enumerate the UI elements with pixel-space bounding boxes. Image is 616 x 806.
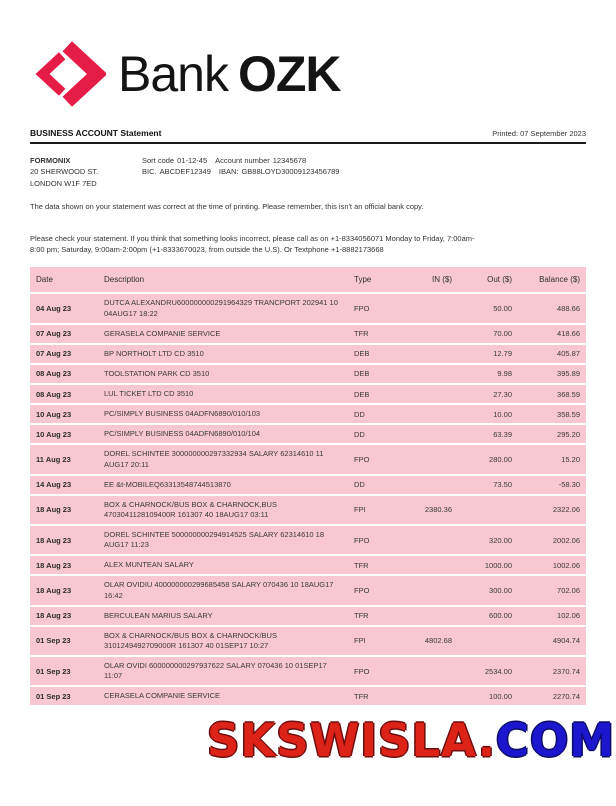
cell-type: DD [348, 405, 402, 423]
transactions-table [30, 265, 586, 707]
cell-type: FPI [348, 627, 402, 655]
col-header-out: Out ($) [458, 267, 518, 292]
customer-address [30, 155, 142, 189]
cell-type: DEB [348, 365, 402, 383]
transaction-row [30, 496, 586, 524]
transaction-row [30, 385, 586, 403]
cell-out: 9.98 [458, 365, 518, 383]
cell-out: 50.00 [458, 294, 518, 322]
transaction-row [30, 607, 586, 625]
cell-in [402, 445, 458, 473]
cell-balance: 2002.06 [518, 526, 586, 554]
cell-description: CERASELA COMPANIE SERVICE [98, 687, 348, 705]
transaction-row [30, 345, 586, 363]
transaction-row [30, 294, 586, 322]
cell-balance: 4904.74 [518, 627, 586, 655]
account-number-label: Account number [215, 156, 270, 165]
cell-date: 10 Aug 23 [30, 425, 98, 443]
transaction-row [30, 405, 586, 423]
cell-in [402, 405, 458, 423]
transaction-row [30, 325, 586, 343]
transaction-row [30, 687, 586, 705]
cell-in [402, 476, 458, 494]
address-line-1: 20 SHERWOOD ST. [30, 167, 99, 177]
cell-date: 07 Aug 23 [30, 325, 98, 343]
bank-ozk-diamond-icon [30, 39, 106, 109]
transaction-row [30, 476, 586, 494]
iban-value: GB88LOYD30009123456789 [241, 167, 340, 177]
cell-description: PC/SIMPLY BUSINESS 04ADFN6890/010/104 [98, 425, 348, 443]
cell-in [402, 345, 458, 363]
cell-in [402, 526, 458, 554]
transaction-row [30, 556, 586, 574]
cell-balance: 395.89 [518, 365, 586, 383]
customer-name: FORMONIX [30, 156, 71, 165]
cell-in [402, 687, 458, 705]
col-header-description: Description [98, 267, 348, 292]
cell-date: 11 Aug 23 [30, 445, 98, 473]
cell-in [402, 576, 458, 604]
cell-description: DOREL SCHINTEE 300000000297332934 SALARY 62314610 11 AUG17 20:11 [98, 445, 348, 473]
bank-ozk-wordmark [118, 45, 341, 103]
cell-description: OLAR OVIDIU 400000000299685458 SALARY 070436 10 18AUG17 16:42 [98, 576, 348, 604]
cell-in: 2380.36 [402, 496, 458, 524]
cell-type: TFR [348, 607, 402, 625]
transaction-row [30, 425, 586, 443]
cell-balance: 15.20 [518, 445, 586, 473]
cell-description: BOX & CHARNOCK/BUS BOX & CHARNOCK,BUS 4703041128109400R 161307 40 18AUG17 03:11 [98, 496, 348, 524]
cell-date: 10 Aug 23 [30, 405, 98, 423]
cell-balance: 102.06 [518, 607, 586, 625]
watermark-blue-text: COM [495, 714, 615, 767]
cell-date: 18 Aug 23 [30, 576, 98, 604]
sort-code-value: 01-12-45 [177, 156, 208, 165]
cell-out: 63.39 [458, 425, 518, 443]
cell-description: ALEX MUNTEAN SALARY [98, 556, 348, 574]
transaction-row [30, 657, 586, 685]
cell-type: TFR [348, 687, 402, 705]
cell-type: FPO [348, 294, 402, 322]
address-line-2: LONDON W1F 7ED [30, 178, 97, 188]
cell-balance: 2322.06 [518, 496, 586, 524]
statement-title-row [30, 128, 586, 144]
cell-in [402, 556, 458, 574]
cell-date: 01 Sep 23 [30, 627, 98, 655]
cell-balance: 702.06 [518, 576, 586, 604]
cell-in: 4802.68 [402, 627, 458, 655]
cell-type: DEB [348, 385, 402, 403]
logo-bank-text: Bank [118, 46, 228, 102]
transaction-row [30, 576, 586, 604]
sort-code-line [142, 155, 339, 166]
cell-out: 320.00 [458, 526, 518, 554]
cell-date: 08 Aug 23 [30, 385, 98, 403]
printed-date: Printed: 07 September 2023 [492, 129, 586, 138]
transactions-header [30, 267, 586, 292]
cell-in [402, 325, 458, 343]
cell-balance: 405.87 [518, 345, 586, 363]
cell-description: DOREL SCHINTEE 500000000294914525 SALARY 62314610 18 AUG17 11:23 [98, 526, 348, 554]
cell-date: 01 Sep 23 [30, 657, 98, 685]
cell-date: 08 Aug 23 [30, 365, 98, 383]
cell-description: OLAR OVIDI 600000000297937622 SALARY 070436 10 01SEP17 11:07 [98, 657, 348, 685]
cell-description: TOOLSTATION PARK CD 3510 [98, 365, 348, 383]
cell-out: 10.00 [458, 405, 518, 423]
col-header-in: IN ($) [402, 267, 458, 292]
cell-description: DUTCA ALEXANDRU600000000291964329 TRANCPORT 202941 10 04AUG17 18:22 [98, 294, 348, 322]
cell-in [402, 365, 458, 383]
cell-type: TFR [348, 556, 402, 574]
cell-date: 01 Sep 23 [30, 687, 98, 705]
cell-type: FPO [348, 526, 402, 554]
cell-out: 70.00 [458, 325, 518, 343]
cell-date: 14 Aug 23 [30, 476, 98, 494]
cell-out: 1000.00 [458, 556, 518, 574]
cell-in [402, 385, 458, 403]
bic-value: ABCDEF12349 [159, 167, 211, 177]
cell-balance: -58.30 [518, 476, 586, 494]
cell-out: 100.00 [458, 687, 518, 705]
bic-iban-line [142, 166, 339, 177]
transactions-body [30, 294, 586, 705]
cell-balance: 1002.06 [518, 556, 586, 574]
cell-description: PC/SIMPLY BUSINESS 04ADFN6890/010/103 [98, 405, 348, 423]
cell-balance: 2370.74 [518, 657, 586, 685]
sort-code-label: Sort code [142, 156, 175, 165]
cell-out: 2534.00 [458, 657, 518, 685]
cell-type: DD [348, 476, 402, 494]
transaction-row [30, 627, 586, 655]
cell-balance: 368.59 [518, 385, 586, 403]
cell-description: BP NORTHOLT LTD CD 3510 [98, 345, 348, 363]
cell-out: 12.79 [458, 345, 518, 363]
cell-out: 27.30 [458, 385, 518, 403]
cell-in [402, 657, 458, 685]
cell-type: DD [348, 425, 402, 443]
cell-in [402, 294, 458, 322]
cell-date: 07 Aug 23 [30, 345, 98, 363]
cell-description: GERASELA COMPANIE SERVICE [98, 325, 348, 343]
cell-date: 18 Aug 23 [30, 496, 98, 524]
iban-label: IBAN: [218, 167, 239, 177]
cell-out [458, 496, 518, 524]
transaction-row [30, 526, 586, 554]
cell-out: 600.00 [458, 607, 518, 625]
cell-description: LUL TICKET LTD CD 3510 [98, 385, 348, 403]
cell-out [458, 627, 518, 655]
cell-type: FPO [348, 576, 402, 604]
document-title: BUSINESS ACCOUNT Statement [30, 128, 162, 138]
account-details [142, 155, 339, 189]
check-statement-notice: Please check your statement. If you think that something looks incorrect, please call as on +1-8334056071 Monday to Friday, 7:00am-8:00 pm; Saturday, 9:00am-2:00pm (+1-8333670023, from outside the U.S). Or Textphone +1-8882173668 [30, 233, 475, 254]
col-header-date: Date [30, 267, 98, 292]
logo-ozk-text: OZK [237, 46, 341, 102]
bank-ozk-logo [30, 38, 586, 110]
cell-description: BERCULEAN MARIUS SALARY [98, 607, 348, 625]
transaction-row [30, 365, 586, 383]
cell-balance: 418.66 [518, 325, 586, 343]
cell-type: FPO [348, 657, 402, 685]
transaction-row [30, 445, 586, 473]
bic-label: BIC. [142, 167, 157, 177]
account-info [30, 155, 586, 189]
cell-type: DEB [348, 345, 402, 363]
cell-out: 300.00 [458, 576, 518, 604]
cell-type: FPO [348, 445, 402, 473]
cell-description: EE &t-MOBILEQ63313548744513870 [98, 476, 348, 494]
watermark-red-text: SKSWISLA. [207, 714, 496, 767]
account-number-value: 12345678 [272, 156, 307, 165]
cell-in [402, 425, 458, 443]
cell-date: 18 Aug 23 [30, 556, 98, 574]
cell-type: FPI [348, 496, 402, 524]
cell-out: 280.00 [458, 445, 518, 473]
skswisla-watermark [207, 714, 615, 767]
cell-balance: 295.20 [518, 425, 586, 443]
cell-balance: 488.66 [518, 294, 586, 322]
cell-type: TFR [348, 325, 402, 343]
cell-date: 18 Aug 23 [30, 607, 98, 625]
cell-date: 18 Aug 23 [30, 526, 98, 554]
col-header-balance: Balance ($) [518, 267, 586, 292]
printing-notice: The data shown on your statement was correct at the time of printing. Please remember, this isn't an official bank copy. [30, 201, 424, 211]
cell-balance: 358.59 [518, 405, 586, 423]
col-header-type: Type [348, 267, 402, 292]
cell-in [402, 607, 458, 625]
cell-description: BOX & CHARNOCK/BUS BOX & CHARNOCK/BUS 3101249492709000R 161307 40 01SEP17 10:27 [98, 627, 348, 655]
cell-balance: 2270.74 [518, 687, 586, 705]
cell-out: 73.50 [458, 476, 518, 494]
cell-date: 04 Aug 23 [30, 294, 98, 322]
